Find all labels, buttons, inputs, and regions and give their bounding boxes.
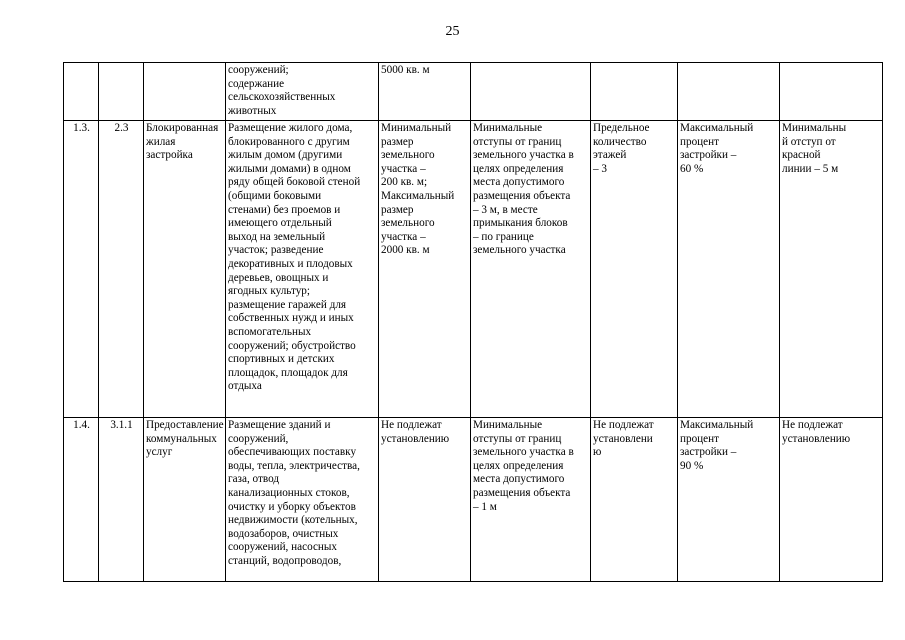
page-number: 25 <box>445 24 460 39</box>
land-use-table <box>63 62 883 582</box>
floors-cell: Предельное количество этажей – 3 <box>591 121 678 418</box>
table-row <box>64 63 883 121</box>
description-cell: сооружений; содержание сельскохозяйственных животных <box>226 63 379 121</box>
coverage-cell: Максимальный процент застройки – 90 % <box>678 418 780 582</box>
setbacks-cell: Минимальные отступы от границ земельного участка в целях определения места допустимого размещения объекта – 3 м, в месте примыкания блоков – по границе земельного участка <box>471 121 591 418</box>
use-name-cell <box>144 63 226 121</box>
description-cell: Размещение жилого дома, блокированного с другим жилым домом (другими жилыми домами) в одном ряду общей боковой стеной (общими боковыми стенами) без проемов и имеющего отдельный выход на земельный участок; разведение декоративных и плодовых деревьев, овощных и ягодных культур; размещение гаражей для собственных нужд и иных вспомогательных сооружений; обустройство спортивных и детских площадок, площадок для отдыха <box>226 121 379 418</box>
use-code-cell <box>99 63 144 121</box>
coverage-cell <box>678 63 780 121</box>
red-line-cell: Минимальны й отступ от красной линии – 5 м <box>780 121 883 418</box>
coverage-cell: Максимальный процент застройки – 60 % <box>678 121 780 418</box>
use-name-cell: Предоставление коммунальных услуг <box>144 418 226 582</box>
plot-size-cell: Не подлежат установлению <box>379 418 471 582</box>
use-name-cell: Блокированная жилая застройка <box>144 121 226 418</box>
floors-cell <box>591 63 678 121</box>
use-code-cell: 2.3 <box>99 121 144 418</box>
setbacks-cell <box>471 63 591 121</box>
table-row <box>64 418 883 582</box>
floors-cell: Не подлежат установлени ю <box>591 418 678 582</box>
setbacks-cell: Минимальные отступы от границ земельного участка в целях определения места допустимого размещения объекта – 1 м <box>471 418 591 582</box>
row-number-cell: 1.4. <box>64 418 99 582</box>
row-number-cell: 1.3. <box>64 121 99 418</box>
red-line-cell <box>780 63 883 121</box>
row-number-cell <box>64 63 99 121</box>
use-code-cell: 3.1.1 <box>99 418 144 582</box>
plot-size-cell: 5000 кв. м <box>379 63 471 121</box>
red-line-cell: Не подлежат установлению <box>780 418 883 582</box>
description-cell: Размещение зданий и сооружений, обеспечивающих поставку воды, тепла, электричества, газа, отвод канализационных стоков, очистку и уборку объектов недвижимости (котельных, водозаборов, очистных сооружений, насосных станций, водопроводов, <box>226 418 379 582</box>
plot-size-cell: Минимальный размер земельного участка – 200 кв. м; Максимальный размер земельного участка – 2000 кв. м <box>379 121 471 418</box>
table-row <box>64 121 883 418</box>
